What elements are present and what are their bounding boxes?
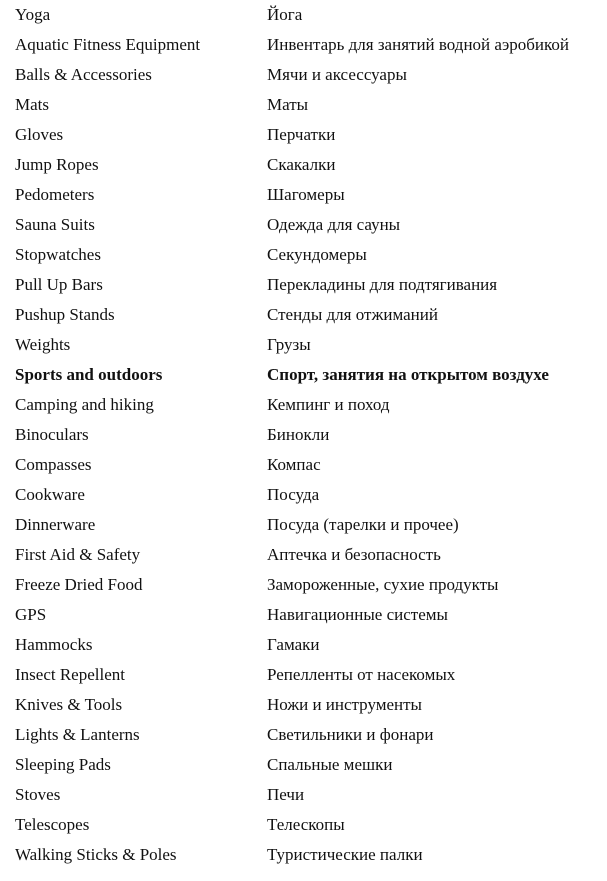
russian-term: Бинокли [267, 425, 330, 444]
russian-term: Посуда [267, 485, 320, 504]
english-term: Freeze Dried Food [15, 575, 143, 594]
glossary-row [0, 0, 607, 30]
russian-term: Печи [267, 785, 305, 804]
english-term: Dinnerware [15, 515, 96, 534]
glossary-row [0, 60, 607, 90]
glossary-row [0, 420, 607, 450]
section-heading-english: Sports and outdoors [15, 365, 163, 384]
russian-term: Навигационные системы [267, 605, 448, 624]
english-term: Stopwatches [15, 245, 101, 264]
glossary-row [0, 210, 607, 240]
glossary-row [0, 90, 607, 120]
glossary-row [0, 330, 607, 360]
english-term: Sauna Suits [15, 215, 95, 234]
english-term: Weights [15, 335, 71, 354]
russian-term: Аптечка и безопасность [267, 545, 441, 564]
glossary-row [0, 480, 607, 510]
glossary-row [0, 30, 607, 60]
russian-term: Стенды для отжиманий [267, 305, 438, 324]
english-term: Yoga [15, 5, 51, 24]
english-term: Cookware [15, 485, 85, 504]
glossary-row [0, 270, 607, 300]
russian-term: Светильники и фонари [267, 725, 434, 744]
glossary-row [0, 690, 607, 720]
glossary-row [0, 570, 607, 600]
glossary-row [0, 150, 607, 180]
english-term: Stoves [15, 785, 61, 804]
glossary-row [0, 300, 607, 330]
russian-term: Туристические палки [267, 845, 423, 864]
english-term: Walking Sticks & Poles [15, 845, 177, 864]
glossary-row [0, 660, 607, 690]
glossary-row [0, 180, 607, 210]
russian-term: Грузы [267, 335, 311, 354]
glossary-row [0, 750, 607, 780]
glossary-row [0, 120, 607, 150]
glossary-row [0, 630, 607, 660]
glossary-row [0, 510, 607, 540]
russian-term: Скакалки [267, 155, 336, 174]
glossary-row [0, 810, 607, 840]
glossary-row [0, 540, 607, 570]
russian-term: Посуда (тарелки и прочее) [267, 515, 459, 534]
english-term: Gloves [15, 125, 64, 144]
english-term: GPS [15, 605, 47, 624]
russian-term: Инвентарь для занятий водной аэробикой [267, 35, 569, 54]
english-term: Insect Repellent [15, 665, 125, 684]
russian-term: Ножи и инструменты [267, 695, 422, 714]
russian-term: Йога [267, 5, 303, 24]
english-term: Jump Ropes [15, 155, 99, 174]
russian-term: Гамаки [267, 635, 320, 654]
english-term: Mats [15, 95, 49, 114]
glossary-row [0, 390, 607, 420]
glossary-row [0, 600, 607, 630]
russian-term: Спальные мешки [267, 755, 393, 774]
english-term: Balls & Accessories [15, 65, 152, 84]
english-term: Pedometers [15, 185, 95, 204]
english-term: Binoculars [15, 425, 89, 444]
glossary-row [0, 450, 607, 480]
russian-term: Кемпинг и поход [267, 395, 390, 414]
section-heading-russian: Спорт, занятия на открытом воздухе [267, 365, 549, 384]
glossary-row [0, 840, 607, 870]
english-term: Hammocks [15, 635, 93, 654]
russian-term: Перекладины для подтягивания [267, 275, 498, 294]
glossary-row [0, 720, 607, 750]
russian-term: Компас [267, 455, 321, 474]
glossary-row [0, 240, 607, 270]
section-heading-row [0, 360, 607, 390]
glossary-row [0, 780, 607, 810]
english-term: Lights & Lanterns [15, 725, 140, 744]
english-term: First Aid & Safety [15, 545, 141, 564]
english-term: Pushup Stands [15, 305, 115, 324]
russian-term: Маты [267, 95, 309, 114]
english-term: Camping and hiking [15, 395, 154, 414]
english-term: Compasses [15, 455, 92, 474]
english-term: Pull Up Bars [15, 275, 103, 294]
russian-term: Телескопы [267, 815, 345, 834]
english-term: Sleeping Pads [15, 755, 111, 774]
russian-term: Замороженные, сухие продукты [267, 575, 499, 594]
russian-term: Одежда для сауны [267, 215, 401, 234]
russian-term: Репелленты от насекомых [267, 665, 456, 684]
english-term: Knives & Tools [15, 695, 123, 714]
russian-term: Перчатки [267, 125, 336, 144]
russian-term: Шагомеры [267, 185, 345, 204]
russian-term: Секундомеры [267, 245, 367, 264]
russian-term: Мячи и аксессуары [267, 65, 407, 84]
english-term: Aquatic Fitness Equipment [15, 35, 201, 54]
english-term: Telescopes [15, 815, 90, 834]
